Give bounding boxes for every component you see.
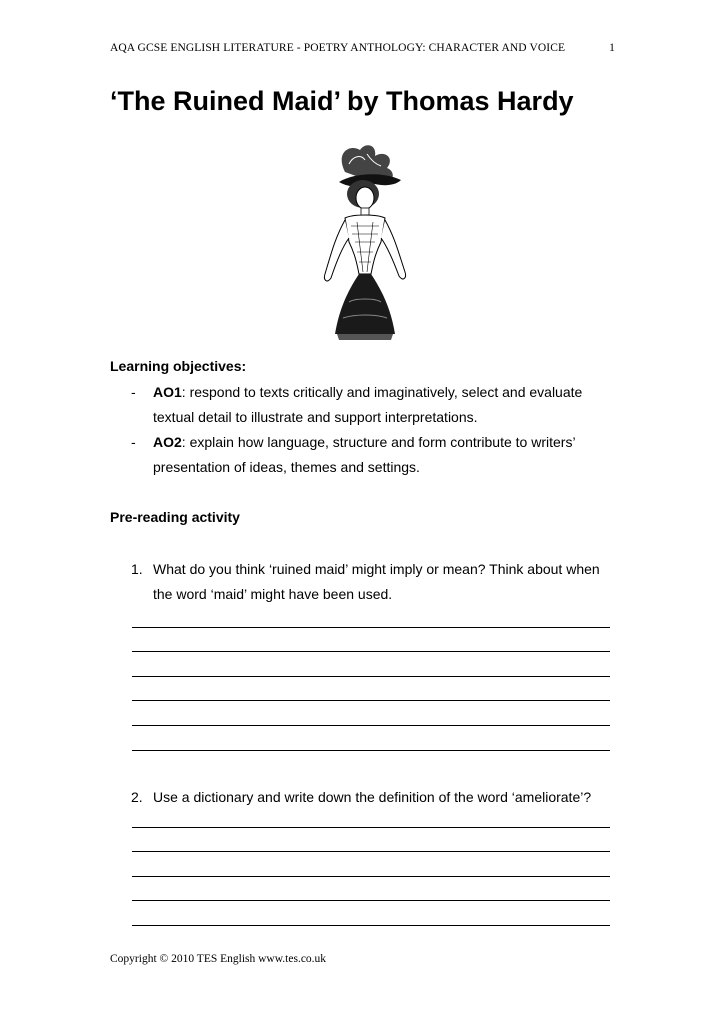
question-1 xyxy=(110,557,620,607)
objective-text: : respond to texts critically and imaginatively, select and evaluate textual detail to illustrate and support interpretations. xyxy=(153,384,583,425)
objectives-heading: Learning objectives: xyxy=(110,358,247,374)
answer-line[interactable] xyxy=(132,603,610,628)
question-text: Use a dictionary and write down the definition of the word ‘ameliorate’? xyxy=(153,789,592,805)
objective-code: AO1 xyxy=(153,384,182,400)
objective-code: AO2 xyxy=(153,434,182,450)
pre-reading-heading: Pre-reading activity xyxy=(110,509,240,525)
objective-text: : explain how language, structure and form contribute to writers’ presentation of ideas, themes and settings. xyxy=(153,434,576,475)
victorian-woman-illustration xyxy=(305,142,420,342)
running-title: AQA GCSE ENGLISH LITERATURE - POETRY ANTHOLOGY: CHARACTER AND VOICE xyxy=(110,42,566,54)
answer-line[interactable] xyxy=(132,828,610,853)
answer-lines-question-1[interactable] xyxy=(132,603,610,751)
page-title: ‘The Ruined Maid’ by Thomas Hardy xyxy=(110,86,574,116)
answer-line[interactable] xyxy=(132,628,610,653)
running-header xyxy=(110,42,615,54)
list-dash: - xyxy=(131,434,136,450)
answer-line[interactable] xyxy=(132,877,610,902)
answer-line[interactable] xyxy=(132,852,610,877)
objectives-list xyxy=(110,380,620,480)
question-number: 1. xyxy=(131,561,143,577)
answer-line[interactable] xyxy=(132,901,610,926)
page-number: 1 xyxy=(609,42,615,54)
answer-line[interactable] xyxy=(132,803,610,828)
answer-line[interactable] xyxy=(132,701,610,726)
copyright-footer: Copyright © 2010 TES English www.tes.co.uk xyxy=(110,953,327,965)
question-text: What do you think ‘ruined maid’ might imply or mean? Think about when the word ‘maid’ might have been used. xyxy=(153,561,600,602)
question-number: 2. xyxy=(131,789,143,805)
objective-item-ao2 xyxy=(110,430,620,480)
answer-line[interactable] xyxy=(132,726,610,751)
answer-line[interactable] xyxy=(132,677,610,702)
list-dash: - xyxy=(131,384,136,400)
answer-lines-question-2[interactable] xyxy=(132,803,610,926)
answer-line[interactable] xyxy=(132,652,610,677)
objective-item-ao1 xyxy=(110,380,620,430)
